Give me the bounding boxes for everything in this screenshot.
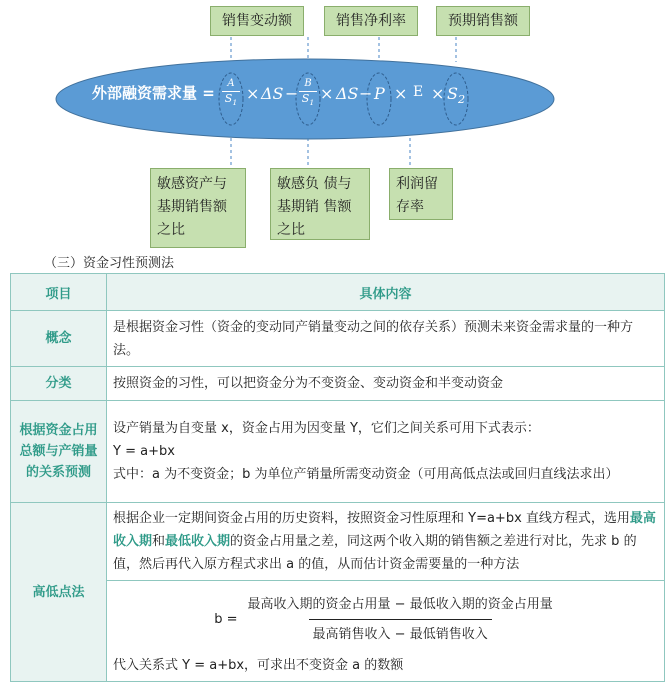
row-label-relation: 根据资金占用总额与产销量的关系预测: [11, 401, 107, 503]
frac-a-denominator: $S_1$: [224, 92, 238, 108]
relation-equation: Y = a+bx: [113, 444, 175, 459]
row-label-high-low: 高低点法: [11, 503, 107, 682]
formula-frac-a: [222, 78, 240, 109]
times-3: ×: [394, 84, 408, 103]
minus-2: −: [359, 84, 373, 103]
b-formula-denominator: 最高销售收入 − 最低销售收入: [309, 619, 492, 646]
highlight-lowest-period: 最低收入期: [165, 534, 231, 549]
relation-line-1: 设产销量为自变量 x，资金占用为因变量 Y，它们之间关系可用下式表示：: [113, 421, 540, 436]
formula-lhs: 外部融资需求量 =: [92, 84, 215, 102]
b-formula-lhs: b =: [214, 612, 238, 627]
row-content-high-low-formula: [107, 581, 665, 682]
table-row: [11, 367, 665, 401]
row-content-concept: 是根据资金习性（资金的变动同产销量变动之间的依存关系）预测未来资金需求量的一种方法。: [107, 311, 665, 367]
label-net-profit-margin: 销售净利率: [324, 6, 418, 36]
table-row: [11, 581, 665, 682]
high-low-text-b: 的资金占用量之差，同这两个收入期的销售额之差进行对比，先求 b 的值，然后再代入原方程式求出 a 的值，从而估计资金需要量的一种方法: [113, 534, 637, 572]
frac-a-numerator: A: [227, 78, 235, 89]
label-expected-sales: 预期销售额: [436, 6, 530, 36]
label-sales-change: 销售变动额: [210, 6, 304, 36]
formula-frac-b: [299, 78, 317, 109]
delta-s-1: ΔS: [261, 84, 284, 103]
label-sensitive-assets-ratio: 敏感资产与基期销售额之比: [150, 168, 246, 248]
row-content-classification: 按照资金的习性，可以把资金分为不变资金、变动资金和半变动资金: [107, 367, 665, 401]
frac-b-denominator: $S_1$: [301, 92, 315, 108]
symbol-e: E: [413, 84, 424, 100]
delta-s-2: ΔS: [336, 84, 359, 103]
table-row: [11, 311, 665, 367]
times-4: ×: [431, 84, 445, 103]
times-1: ×: [246, 84, 260, 103]
minus-1: −: [285, 84, 299, 103]
table-row: [11, 401, 665, 503]
row-content-high-low-desc: [107, 503, 665, 581]
high-low-text-and: 和: [152, 534, 166, 549]
section-title: （三）资金习性预测法: [44, 256, 175, 271]
row-label-concept: 概念: [11, 311, 107, 367]
times-2: ×: [320, 84, 334, 103]
label-sensitive-liabilities-ratio: 敏感负 债与基期销 售额之比: [270, 168, 370, 240]
high-low-text-a: 根据企业一定期间资金占用的历史资料，按照资金习性原理和 Y=a+bx 直线方程式，选用: [113, 511, 630, 526]
content-table: [10, 273, 665, 682]
table-row: [11, 503, 665, 581]
symbol-p: P: [374, 84, 385, 103]
frac-b-numerator: B: [304, 78, 312, 89]
symbol-s2: $S_2$: [447, 84, 466, 107]
row-label-classification: 分类: [11, 367, 107, 401]
table-header-row: [11, 274, 665, 311]
row-content-relation: [107, 401, 665, 503]
high-low-conclusion: 代入关系式 Y = a+bx，可求出不变资金 a 的数额: [113, 658, 404, 673]
b-formula-numerator: 最高收入期的资金占用量 − 最低收入期的资金占用量: [247, 597, 553, 612]
header-content: 具体内容: [107, 274, 665, 311]
header-item: 项目: [11, 274, 107, 311]
label-retention-ratio: 利润留存率: [389, 168, 453, 220]
relation-line-3: 式中：a 为不变资金；b 为单位产销量所需变动资金（可用高低点法或回归直线法求出）: [113, 467, 619, 482]
highlight-highest-period: 最高收入期: [113, 511, 656, 549]
formula-diagram: [0, 0, 670, 255]
b-formula: [113, 585, 658, 654]
